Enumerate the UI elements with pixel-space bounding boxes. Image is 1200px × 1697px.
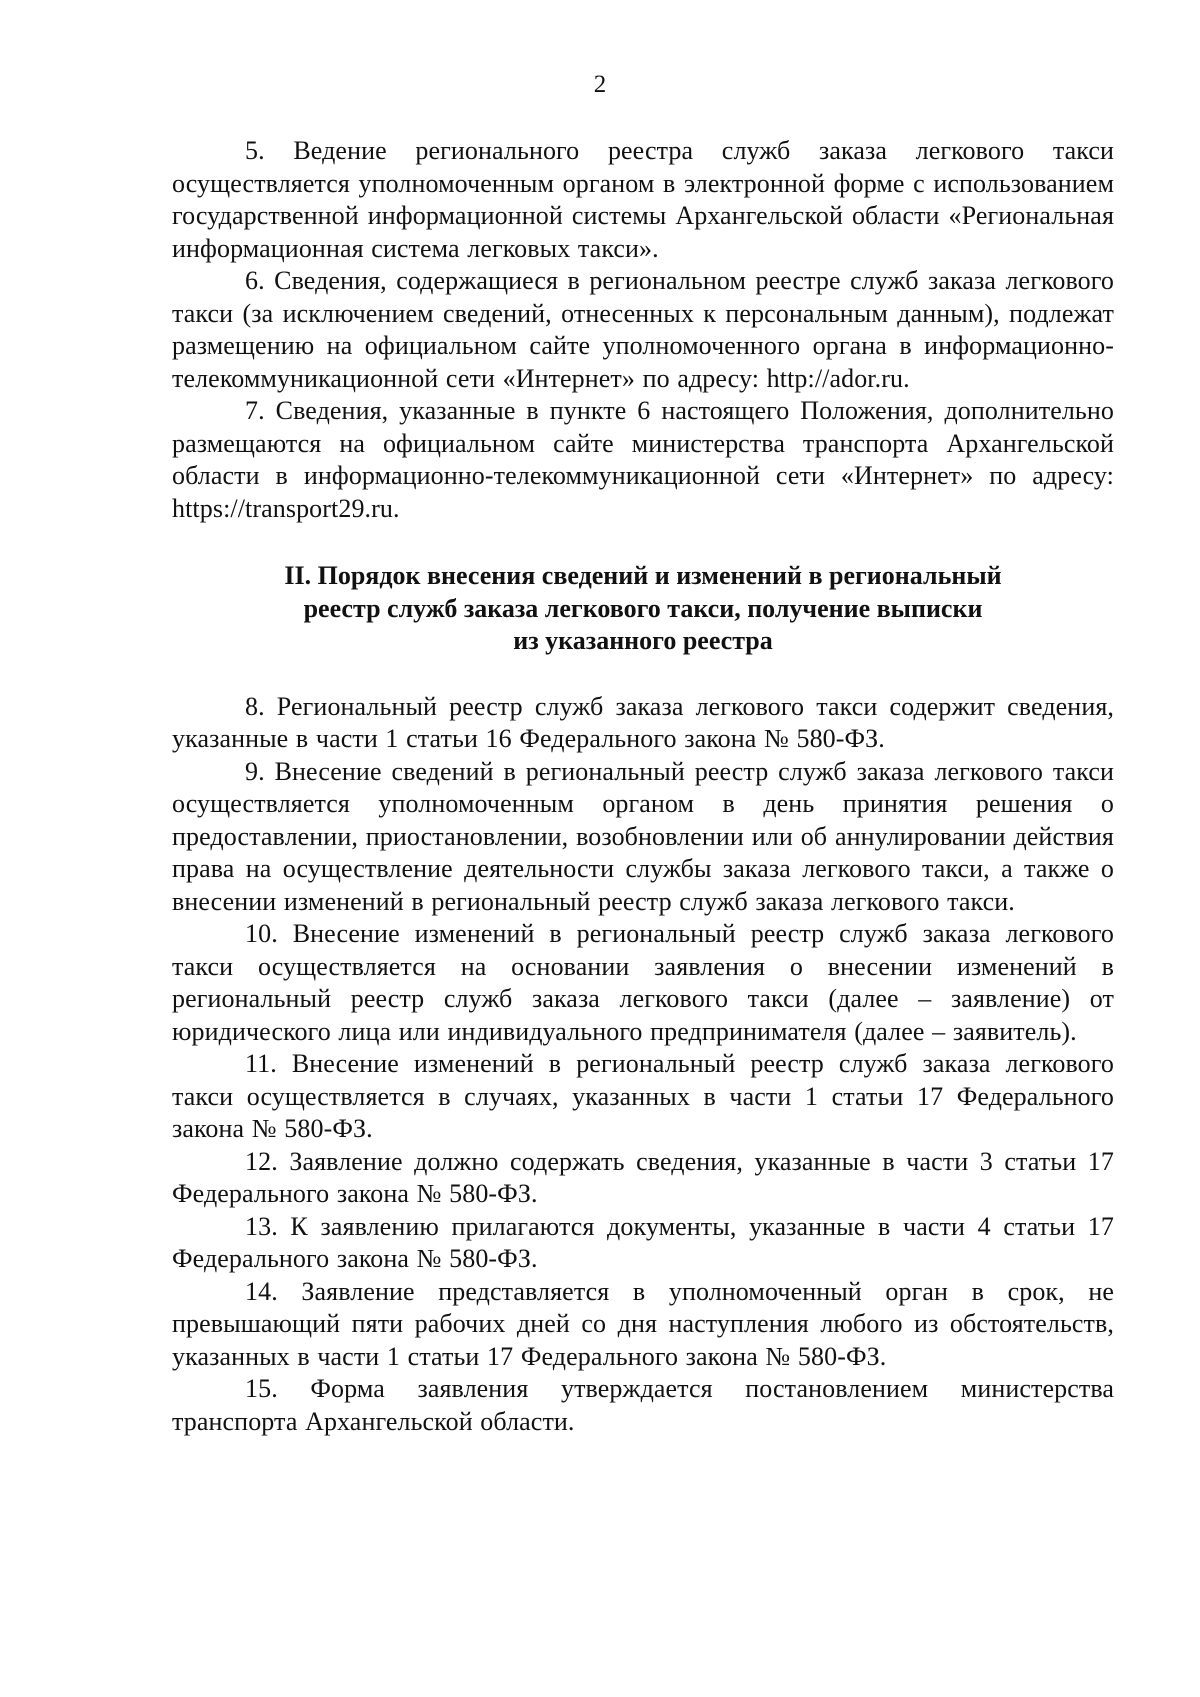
paragraph-9: 9. Внесение сведений в региональный реестр служб заказа легкового такси осуществляется уполномоченным органом в день принятия решения о предоставлении, приостановлении, возобновлении или об аннулировании действия права на осуществление деятельности службы заказа легкового такси, а также о внесении изменений в региональный реестр служб заказа легкового такси. — [172, 756, 1114, 916]
paragraph-13: 13. К заявлению прилагаются документы, указанные в части 4 статьи 17 Федерального закона № 580-ФЗ. — [172, 1211, 1114, 1273]
section-heading-line: реестр служб заказа легкового такси, получение выписки — [303, 593, 983, 623]
section-heading — [172, 560, 1114, 658]
section-heading-line: из указанного реестра — [513, 626, 773, 655]
document-body — [172, 135, 1114, 1438]
paragraph-5: 5. Ведение регионального реестра служб заказа легкового такси осуществляется уполномоченным органом в электронной форме с использованием государственной информационной системы Архангельской области «Региональная информационная система легковых такси». — [172, 136, 1114, 263]
paragraph-6: 6. Сведения, содержащиеся в региональном реестре служб заказа легкового такси (за исключением сведений, отнесенных к персональным данным), подлежат размещению на официальном сайте уполномоченного органа в информационно-телекоммуникационной сети «Интернет» по адресу: http://ador.ru. — [172, 266, 1114, 393]
section-heading-line: II. Порядок внесения сведений и изменений в региональный — [284, 561, 1002, 590]
paragraph-7: 7. Сведения, указанные в пункте 6 настоящего Положения, дополнительно размещаются на официальном сайте министерства транспорта Архангельской области в информационно-телекоммуникационной сети «Интернет» по адресу: https://transport29.ru. — [172, 396, 1114, 523]
paragraph-15: 15. Форма заявления утверждается постановлением министерства транспорта Архангельской области. — [172, 1374, 1114, 1436]
paragraph-14: 14. Заявление представляется в уполномоченный орган в срок, не превышающий пяти рабочих дней со дня наступления любого из обстоятельств, указанных в части 1 статьи 17 Федерального закона № 580-ФЗ. — [172, 1276, 1114, 1371]
paragraph-8: 8. Региональный реестр служб заказа легкового такси содержит сведения, указанные в части 1 статьи 16 Федерального закона № 580-ФЗ. — [172, 691, 1114, 753]
paragraph-12: 12. Заявление должно содержать сведения, указанные в части 3 статьи 17 Федерального закона № 580-ФЗ. — [172, 1146, 1114, 1208]
page-number: 2 — [593, 71, 607, 98]
paragraph-10: 10. Внесение изменений в региональный реестр служб заказа легкового такси осуществляется на основании заявления о внесении изменений в региональный реестр служб заказа легкового такси (далее – заявление) от юридического лица или индивидуального предпринимателя (далее – заявитель). — [172, 919, 1114, 1046]
paragraph-11: 11. Внесение изменений в региональный реестр служб заказа легкового такси осуществляется в случаях, указанных в части 1 статьи 17 Федерального закона № 580-ФЗ. — [172, 1049, 1114, 1143]
